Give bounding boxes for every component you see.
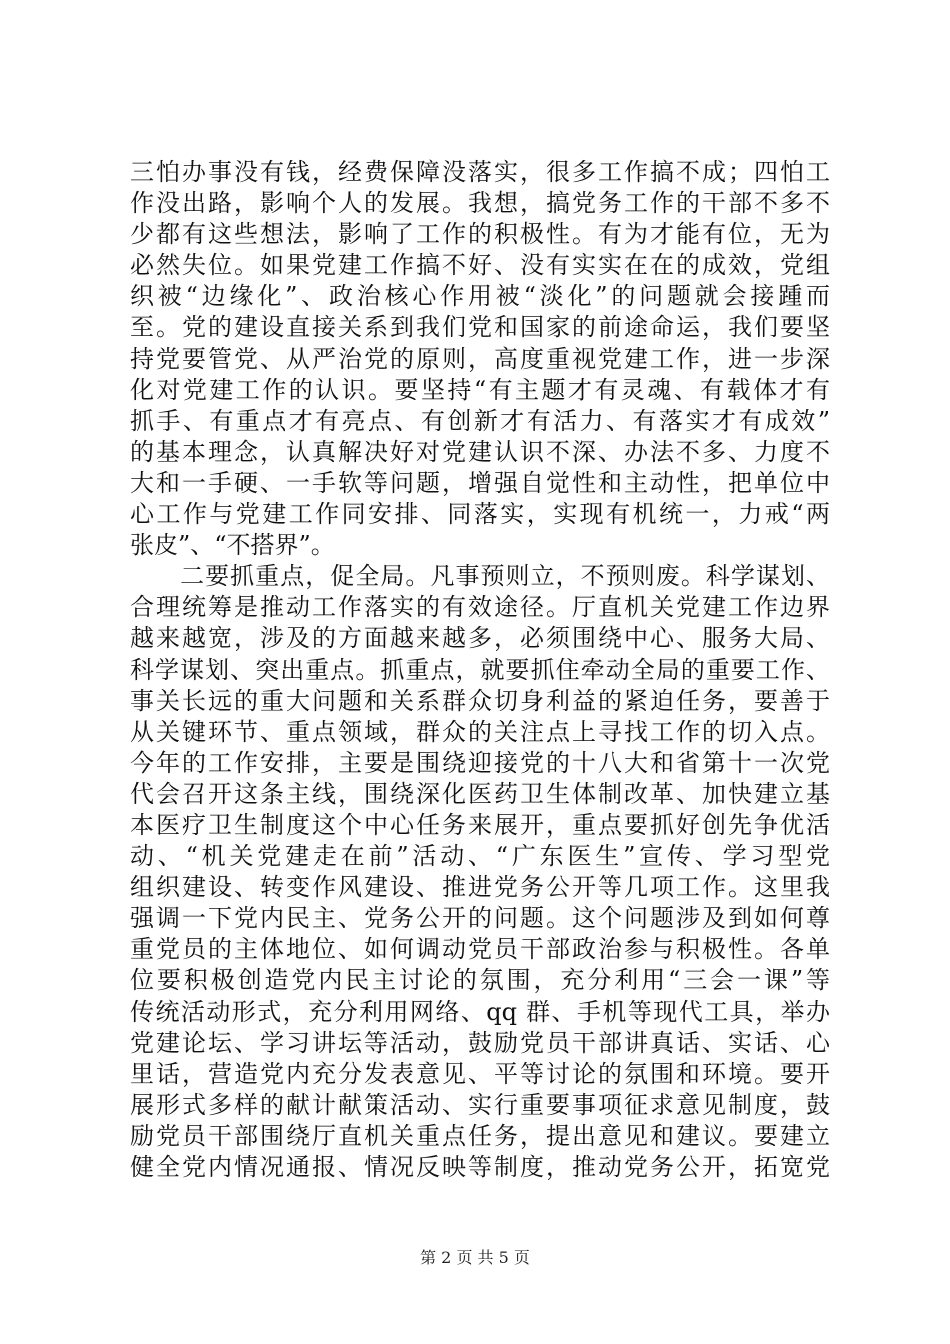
text-line: 张皮”、“不搭界”。 — [130, 531, 335, 560]
text-line: 重党员的主体地位、如何调动党员干部政治参与积极性。各单 — [130, 935, 830, 964]
text-line: 位要积极创造党内民主讨论的氛围，充分利用“三会一课”等 — [130, 966, 830, 995]
text-line: 科学谋划、突出重点。抓重点，就要抓住牵动全局的重要工作、 — [130, 655, 830, 684]
text-line: 三怕办事没有钱，经费保障没落实，很多工作搞不成；四怕工 — [130, 158, 830, 186]
text-line: 持党要管党、从严治党的原则，高度重视党建工作，进一步深 — [130, 344, 830, 373]
text-line: 展形式多样的献计献策活动、实行重要事项征求意见制度，鼓 — [130, 1090, 830, 1119]
text-line: 今年的工作安排，主要是围绕迎接党的十八大和省第十一次党 — [130, 748, 830, 777]
text-line: 的基本理念，认真解决好对党建认识不深、办法不多、力度不 — [130, 437, 830, 466]
text-line: 里话，营造党内充分发表意见、平等讨论的氛围和环境。要开 — [130, 1059, 830, 1088]
text-line: 二要抓重点，促全局。凡事预则立，不预则废。科学谋划、 — [130, 562, 830, 591]
text-line: 至。党的建设直接关系到我们党和国家的前途命运，我们要坚 — [130, 313, 830, 342]
page-number-footer: 第 2 页 共 5 页 — [420, 1248, 530, 1267]
text-line: 传统活动形式，充分利用网络、qq 群、手机等现代工具，举办 — [130, 997, 830, 1026]
text-line: 织被“边缘化”、政治核心作用被“淡化”的问题就会接踵而 — [130, 282, 830, 311]
text-line: 化对党建工作的认识。要坚持“有主题才有灵魂、有载体才有 — [130, 375, 830, 404]
text-line: 励党员干部围绕厅直机关重点任务，提出意见和建议。要建立 — [130, 1121, 830, 1150]
text-line: 大和一手硬、一手软等问题，增强自觉性和主动性，把单位中 — [130, 468, 830, 497]
text-line: 必然失位。如果党建工作搞不好、没有实实在在的成效，党组 — [130, 251, 830, 280]
text-line: 党建论坛、学习讲坛等活动，鼓励党员干部讲真话、实话、心 — [130, 1028, 830, 1057]
text-line: 心工作与党建工作同安排、同落实，实现有机统一，力戒“两 — [130, 500, 830, 529]
text-line: 组织建设、转变作风建设、推进党务公开等几项工作。这里我 — [130, 873, 830, 902]
text-line: 作没出路，影响个人的发展。我想，搞党务工作的干部不多不 — [130, 189, 830, 218]
text-line: 代会召开这条主线，围绕深化医药卫生体制改革、加快建立基 — [130, 779, 830, 808]
body-text — [130, 157, 830, 1183]
text-line: 抓手、有重点才有亮点、有创新才有活力、有落实才有成效” — [130, 406, 830, 435]
text-line: 越来越宽，涉及的方面越来越多，必须围绕中心、服务大局、 — [130, 624, 830, 653]
text-line: 动、“机关党建走在前”活动、“广东医生”宣传、学习型党 — [130, 842, 830, 871]
text-line: 本医疗卫生制度这个中心任务来展开，重点要抓好创先争优活 — [130, 810, 830, 839]
text-line: 合理统筹是推动工作落实的有效途径。厅直机关党建工作边界 — [130, 593, 830, 622]
text-line: 强调一下党内民主、党务公开的问题。这个问题涉及到如何尊 — [130, 904, 830, 933]
text-line: 少都有这些想法，影响了工作的积极性。有为才能有位，无为 — [130, 220, 830, 249]
text-line: 健全党内情况通报、情况反映等制度，推动党务公开，拓宽党 — [130, 1153, 830, 1181]
text-line: 从关键环节、重点领域，群众的关注点上寻找工作的切入点。 — [130, 717, 830, 746]
text-line: 事关长远的重大问题和关系群众切身利益的紧迫任务，要善于 — [130, 686, 830, 715]
